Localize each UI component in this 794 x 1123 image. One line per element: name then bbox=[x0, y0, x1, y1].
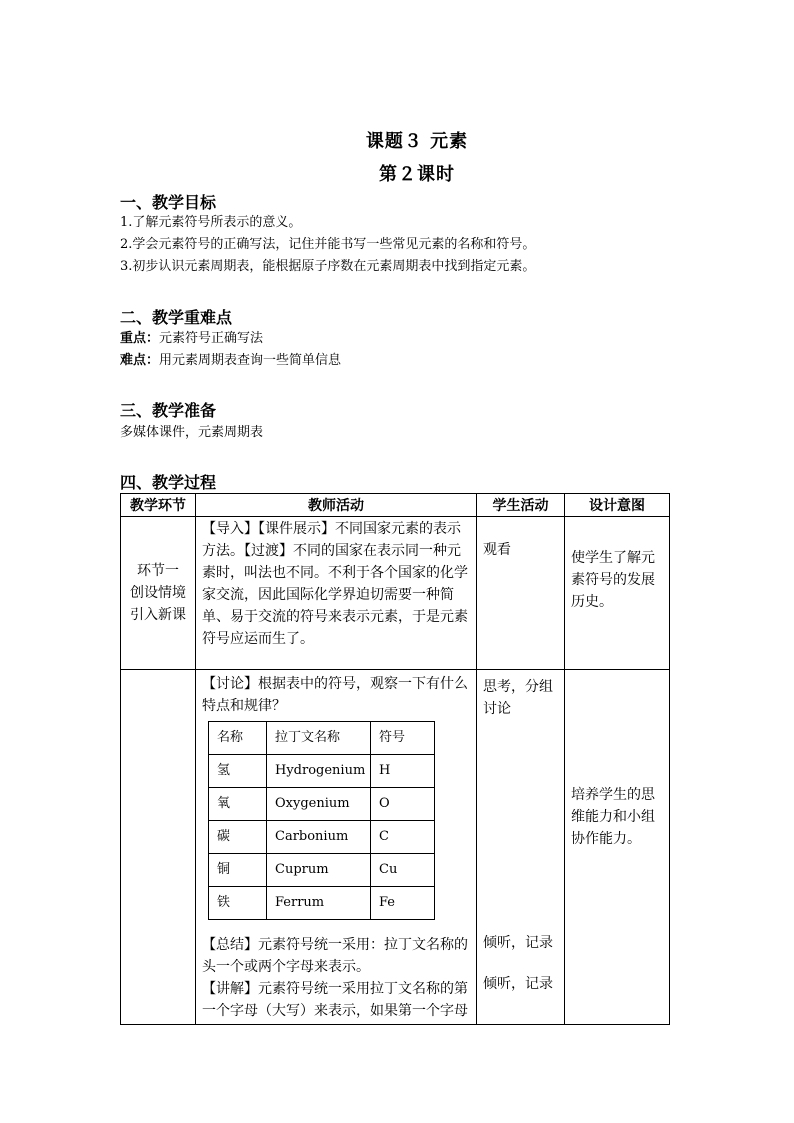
element-symbol: H bbox=[371, 755, 435, 788]
process-table bbox=[120, 493, 670, 1025]
explanation-text: 【讲解】元素符号统一采用拉丁文名称的第一个字母（大写）来表示，如果第一个字母 bbox=[202, 981, 468, 1019]
element-name: 铁 bbox=[209, 887, 267, 920]
header-design-intent: 设计意图 bbox=[565, 494, 670, 517]
preparation-text: 多媒体课件，元素周期表 bbox=[120, 425, 264, 440]
table-header-row bbox=[121, 494, 670, 517]
section-heading-preparation: 三、教学准备 bbox=[120, 401, 217, 420]
student-activity-text: 观看 bbox=[483, 542, 511, 558]
difficult-point-line bbox=[120, 352, 341, 370]
summary-text: 【总结】元素符号统一采用：拉丁文名称的头一个或两个字母来表示。 bbox=[202, 937, 468, 975]
page-subtitle: 第２课时 bbox=[379, 164, 455, 185]
teacher-activity-text: 【导入】【课件展示】不同国家元素的表示方法。【过渡】不同的国家在表示同一种元素时，叫法也不同。不利于各个国家的化学家交流，因此国际化学界迫切需要一种简单、易于交流的符号来表示元素，于是元素符号应运而生了。 bbox=[202, 521, 468, 647]
table-row bbox=[121, 670, 670, 1025]
element-name: 氢 bbox=[209, 755, 267, 788]
key-point-line bbox=[120, 330, 263, 348]
design-intent-cell bbox=[565, 517, 670, 670]
teacher-activity-cell bbox=[196, 517, 477, 670]
teacher-activity-cell bbox=[196, 670, 477, 1025]
difficult-point-text: 用元素周期表查询一些简单信息 bbox=[159, 353, 342, 368]
design-intent-cell bbox=[565, 670, 670, 1025]
objective-item-1: 1.了解元素符号所表示的意义。 bbox=[120, 215, 302, 230]
key-point-label: 重点： bbox=[120, 331, 160, 346]
table-row bbox=[209, 854, 435, 887]
inner-header-name: 名称 bbox=[209, 722, 267, 755]
element-symbol: Cu bbox=[371, 854, 435, 887]
stage-cell-empty bbox=[121, 670, 196, 1025]
table-row bbox=[209, 788, 435, 821]
student-activity-discuss: 思考，分组讨论 bbox=[483, 679, 553, 717]
stage-line: 引入新课 bbox=[130, 607, 186, 623]
table-row bbox=[209, 755, 435, 788]
element-latin-name: Hydrogenium bbox=[267, 755, 371, 788]
header-teacher-activity: 教师活动 bbox=[196, 494, 477, 517]
inner-header-latin: 拉丁文名称 bbox=[267, 722, 371, 755]
element-symbol: Fe bbox=[371, 887, 435, 920]
student-activity-listen: 倾听，记录 bbox=[483, 935, 553, 951]
header-student-activity: 学生活动 bbox=[477, 494, 565, 517]
stage-line: 环节一 bbox=[137, 563, 179, 579]
element-name: 铜 bbox=[209, 854, 267, 887]
stage-line: 创设情境 bbox=[130, 585, 186, 601]
page-title: 课题３ 元素 bbox=[365, 131, 469, 152]
difficult-point-label: 难点： bbox=[120, 353, 160, 368]
table-row bbox=[209, 821, 435, 854]
stage-cell bbox=[121, 517, 196, 670]
objective-item-2: 2.学会元素符号的正确写法，记住并能书写一些常见元素的名称和符号。 bbox=[120, 237, 536, 252]
section-heading-objectives: 一、教学目标 bbox=[120, 193, 217, 212]
student-activity-listen: 倾听，记录 bbox=[483, 976, 553, 992]
discussion-text: 【讨论】根据表中的符号，观察一下有什么特点和规律？ bbox=[202, 676, 468, 714]
element-latin-name: Carbonium bbox=[267, 821, 371, 854]
design-intent-text: 培养学生的思维能力和小组协作能力。 bbox=[571, 787, 655, 847]
inner-header-symbol: 符号 bbox=[371, 722, 435, 755]
element-name: 碳 bbox=[209, 821, 267, 854]
section-heading-key-points: 二、教学重难点 bbox=[120, 308, 233, 327]
objective-item-3: 3.初步认识元素周期表，能根据原子序数在元素周期表中找到指定元素。 bbox=[120, 259, 536, 274]
inner-header-row bbox=[209, 722, 435, 755]
element-latin-name: Cuprum bbox=[267, 854, 371, 887]
element-latin-name: Oxygenium bbox=[267, 788, 371, 821]
table-row bbox=[209, 887, 435, 920]
section-heading-process: 四、教学过程 bbox=[120, 473, 217, 492]
element-symbol: O bbox=[371, 788, 435, 821]
element-latin-name: Ferrum bbox=[267, 887, 371, 920]
element-symbol: C bbox=[371, 821, 435, 854]
element-name: 氧 bbox=[209, 788, 267, 821]
element-symbol-table bbox=[208, 721, 435, 920]
design-intent-text: 使学生了解元素符号的发展历史。 bbox=[571, 550, 655, 610]
student-activity-cell bbox=[477, 517, 565, 670]
table-row bbox=[121, 517, 670, 670]
key-point-text: 元素符号正确写法 bbox=[159, 331, 264, 346]
header-stage: 教学环节 bbox=[121, 494, 196, 517]
student-activity-cell bbox=[477, 670, 565, 1025]
